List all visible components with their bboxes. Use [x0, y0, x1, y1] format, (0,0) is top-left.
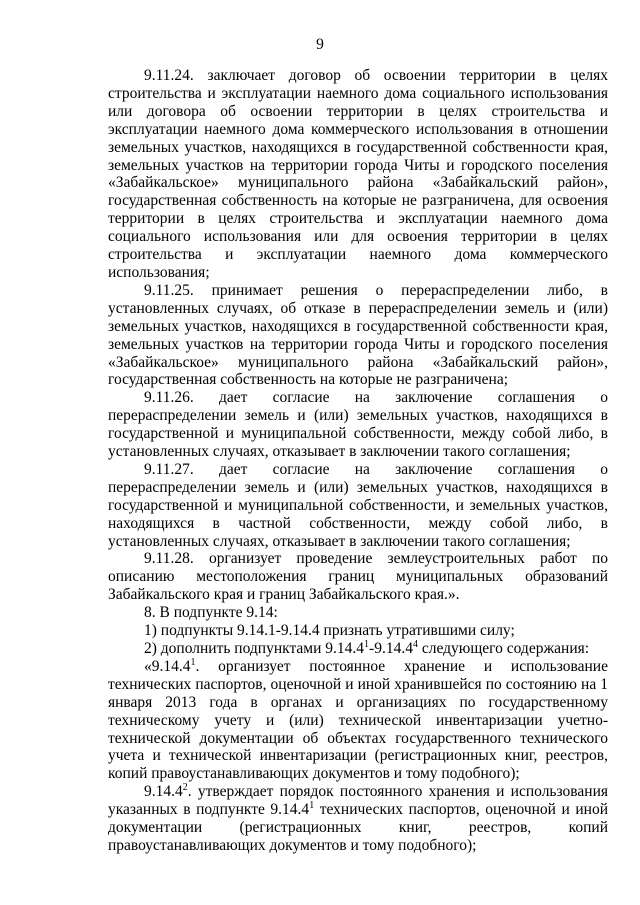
- superscript: 4: [412, 639, 418, 650]
- document-body: [108, 67, 608, 855]
- superscript: 2: [182, 782, 188, 794]
- paragraph-9-11-27: 9.11.27. дает согласие на заключение соглашения о перераспределении земель и (или) земельных участков, находящихся в государственной и муниципальной собственности, и земельных участков, находящихся в частной собственности, между собой либо, в установленных случаях, отказывает в заключении такого соглашения;: [108, 460, 608, 550]
- paragraph-9-14-4-2: [108, 783, 608, 855]
- paragraph-9-11-28: 9.11.28. организует проведение землеустроительных работ по описанию местоположения границ муниципальных образований Забайкальского края и границ Забайкальского края.».: [108, 550, 608, 604]
- paragraph-9-11-24: 9.11.24. заключает договор об освоении территории в целях строительства и эксплуатации наемного дома социального использования или договора об освоении территории в целях строительства и эксплуатации наемного дома коммерческого использования в отношении земельных участков, находящихся в государственной собственности края, земельных участков на территории города Читы и городского поселения «Забайкальское» муниципального района «Забайкальский район», государственная собственность на которые не разграничена, для освоения территории в целях строительства и эксплуатации наемного дома социального использования или для освоения территории в целях строительства и эксплуатации наемного дома коммерческого использования;: [108, 67, 608, 281]
- paragraph-subitem-1: 1) подпункты 9.14.1-9.14.4 признать утратившими силу;: [144, 622, 515, 640]
- page-number: 9: [316, 36, 324, 53]
- paragraph-9-11-26: 9.11.26. дает согласие на заключение соглашения о перераспределении земель и (или) земельных участков, находящихся в государственной и муниципальной собственности, между собой либо, в установленных случаях, отказывает в заключении такого соглашения;: [108, 389, 608, 461]
- superscript: 1: [309, 800, 315, 812]
- superscript: 1: [364, 639, 370, 650]
- paragraph-item-8: 8. В подпункте 9.14:: [144, 604, 278, 622]
- paragraph-9-14-4-1: [108, 658, 608, 783]
- text-segment: . организует постоянное хранение и использование технических паспортов, оценочной и иной хранившейся по состоянию на 1 января 2013 года в органах и организациях по государственному техническому учету и (или) технической инвентаризации учетно-технической документации об объектах государственного технического учета и технической инвентаризации (регистрационных книг, реестров, копий правоустанавливающих документов и тому подобного);: [108, 657, 608, 783]
- text-segment: -9.14.4: [369, 640, 413, 657]
- text-segment: следующего содержания:: [417, 640, 590, 657]
- text-segment: 9.14.4: [144, 783, 183, 801]
- text-segment: 2) дополнить подпунктами 9.14.4: [144, 640, 365, 657]
- paragraph-9-11-25: 9.11.25. принимает решения о перераспределении либо, в установленных случаях, об отказе в перераспределении земель и (или) земельных участков, находящихся в государственной собственности края, земельных участков на территории города Читы и городского поселения «Забайкальское» муниципального района «Забайкальский район», государственная собственность на которые не разграничена;: [108, 281, 608, 389]
- superscript: 1: [190, 656, 196, 668]
- text-segment: . утверждает порядок постоянного хранения и использования указанных в подпункте 9.14.4: [108, 783, 608, 819]
- text-segment: «9.14.4: [144, 657, 191, 675]
- text-segment: технических паспортов, оценочной и иной документации (регистрационных книг, реестров, копий правоустанавливающих документов и тому подобного);: [108, 801, 608, 854]
- paragraph-subitem-2: [108, 640, 608, 658]
